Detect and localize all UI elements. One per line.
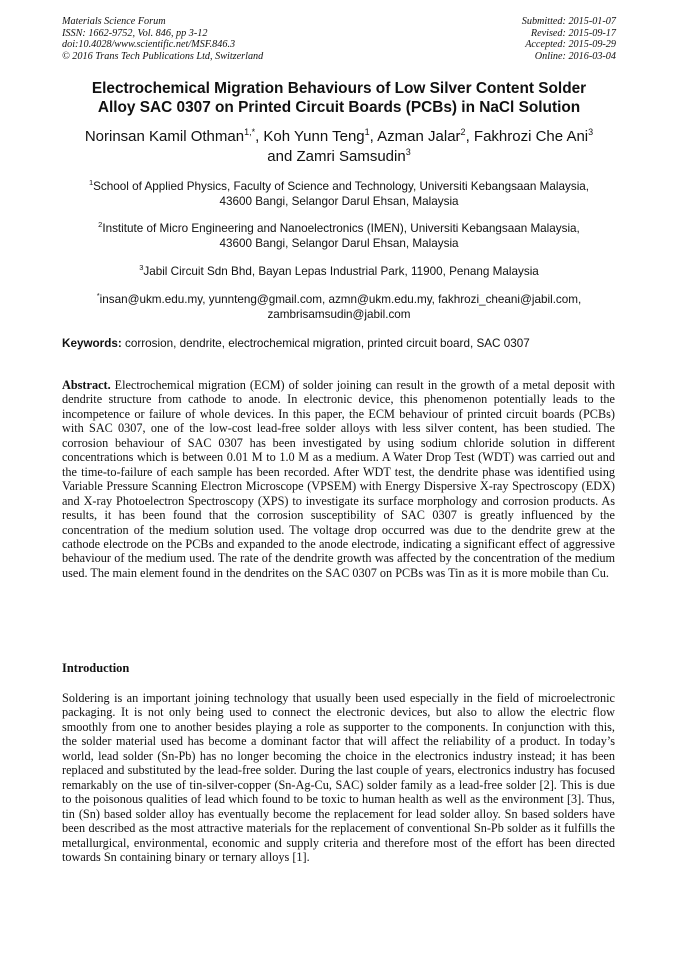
journal-info bbox=[62, 16, 263, 62]
author-line-1 bbox=[50, 127, 628, 147]
email-line: *insan@ukm.edu.my, yunnteng@gmail.com, azmn@ukm.edu.my, fakhrozi_cheani@jabil.com, bbox=[96, 291, 582, 306]
abstract bbox=[62, 378, 615, 580]
affiliation-sup: 1 bbox=[88, 178, 94, 188]
affiliation-line: $^1$School of Applied Physics, Faculty of Science and Technology, Universiti Kebangsaan Malaysia, bbox=[88, 178, 590, 193]
email-block bbox=[50, 293, 628, 323]
affiliation-3 bbox=[50, 265, 628, 280]
author-sup: 3 bbox=[405, 147, 411, 157]
email-sup: * bbox=[96, 291, 100, 301]
author-sup: 3 bbox=[588, 127, 594, 137]
affiliation-line: 43600 Bangi, Selangor Darul Ehsan, Malaysia bbox=[219, 194, 459, 208]
journal-doi: doi:10.4028/www.scientific.net/MSF.846.3 bbox=[62, 39, 236, 51]
affiliation-line: 43600 Bangi, Selangor Darul Ehsan, Malaysia bbox=[219, 236, 459, 250]
author-name: Azman Jalar bbox=[377, 128, 461, 145]
author-name: Norinsan Kamil Othman bbox=[84, 128, 245, 145]
date-accepted: Accepted: 2015-09-29 bbox=[525, 39, 616, 51]
author-sup: 2 bbox=[460, 127, 466, 137]
keywords bbox=[62, 337, 616, 351]
paper-title bbox=[50, 79, 628, 117]
author-sup: 1 bbox=[364, 127, 370, 137]
abstract-label: Abstract. bbox=[62, 378, 111, 392]
author-name: Koh Yunn Teng bbox=[263, 128, 365, 145]
author-list bbox=[50, 127, 628, 167]
date-revised: Revised: 2015-09-17 bbox=[530, 27, 616, 39]
date-online: Online: 2016-03-04 bbox=[534, 50, 616, 62]
title-line-2: Alloy SAC 0307 on Printed Circuit Boards (PCBs) in NaCl Solution bbox=[97, 99, 581, 116]
keywords-text: corrosion, dendrite, electrochemical migration, printed circuit board, SAC 0307 bbox=[121, 337, 530, 350]
affiliation-line: $^3$Jabil Circuit Sdn Bhd, Bayan Lepas Industrial Park, 11900, Penang Malaysia bbox=[139, 263, 539, 278]
affiliation-sup: 2 bbox=[98, 220, 103, 230]
author-separator: , bbox=[465, 128, 474, 145]
keywords-label: Keywords: bbox=[62, 337, 122, 350]
affiliation-2 bbox=[50, 222, 628, 252]
title-line-1: Electrochemical Migration Behaviours of Low Silver Content Solder bbox=[91, 80, 587, 97]
date-submitted: Submitted: 2015-01-07 bbox=[521, 16, 616, 27]
author-separator: , bbox=[255, 128, 264, 145]
author-line-2 bbox=[50, 147, 628, 167]
abstract-text: Electrochemical migration (ECM) of solder joining can result in the growth of a metal deposit with dendrite structure from cathode to anode. In electronic device, this phenomenon potentially leads to the incompetence or failure of whole devices. In this paper, the ECM behaviour of printed circuit boards (PCBs) with SAC 0307, one of the low-cost lead-free solder alloys with less silver content, has been studied. The corrosion behaviour of SAC 0307 has been investigated by using sodium chloride solution in different concentrations which is between 0.01 M to 1.0 M as a medium. A Water Drop Test (WDT) was carried out and the time-to-failure of each sample has been recorded. After WDT test, the dendrite phase was identified using Variable Pressure Scanning Electron Microscope (VPSEM) with Energy Dispersive X-ray Spectroscopy (EDX) and X-ray Photoelectron Spectroscopy (XPS) to investigate its surface morphology and corrosion products. As results, it has been found that the corrosion susceptibility of SAC 0307 is greatly influenced by the concentration of the medium solution used. The voltage drop occurred was due to the dendrite grew at the cathode electrode on the PCBs and expanded to the anode electrode, indicating a significant effect of aggressive behaviour of the medium used. The rate of the dendrite growth was affected by the concentration of the medium used. The main element found in the dendrites on the SAC 0307 on PCBs was Tin as it is more mobile than Cu. bbox=[62, 378, 615, 580]
author-separator: and bbox=[267, 148, 297, 165]
journal-issn: ISSN: 1662-9752, Vol. 846, pp 3-12 bbox=[62, 27, 208, 39]
author-separator: , bbox=[369, 128, 378, 145]
affiliation-sup: 3 bbox=[139, 263, 144, 273]
introduction-paragraph: Soldering is an important joining technology that usually been used especially in the field of microelectronic packaging. It is not only being used to connect the electronic devices, but also to allow the electric flow smoothly from one to another besides playing a role as supporter to the components. In conjunction with this, the solder material used has become a dominant factor that will affect the reliability of a product. In today’s world, lead solder (Sn-Pb) has no longer becoming the choice in the electronics industry instead; it has been replaced and substituted by the lead-free solder. During the last couple of years, electronics industry has focused remarkably on the use of tin-silver-copper (Sn-Ag-Cu, SAC) solder family as a lead-free solder [2]. This is due to the poisonous qualities of lead which found to be toxic to human health as well as the environment [3]. Thus, tin (Sn) based solder alloy has eventually become the replacement for lead solder alloy. Sn based solders have been described as the most attractive materials for the replacement of conventional Sn-Pb solder as it fulfills the metallurgical, environmental, economic and supply criteria and therefore most of the effort has been directed towards Sn containing binary or ternary alloys [1]. bbox=[62, 691, 615, 864]
journal-name: Materials Science Forum bbox=[62, 16, 166, 27]
journal-copyright: © 2016 Trans Tech Publications Ltd, Switzerland bbox=[62, 50, 264, 62]
email-line: zambrisamsudin@jabil.com bbox=[267, 307, 411, 321]
author-name: Fakhrozi Che Ani bbox=[473, 128, 589, 145]
author-name: Zamri Samsudin bbox=[296, 148, 406, 165]
author-sup: 1,* bbox=[244, 127, 256, 137]
section-heading-introduction: Introduction bbox=[62, 661, 130, 675]
publication-dates bbox=[522, 16, 616, 62]
affiliation-1 bbox=[50, 180, 628, 210]
affiliation-line: $^2$Institute of Micro Engineering and Nanoelectronics (IMEN), Universiti Kebangsaan Malaysia, bbox=[98, 220, 580, 235]
